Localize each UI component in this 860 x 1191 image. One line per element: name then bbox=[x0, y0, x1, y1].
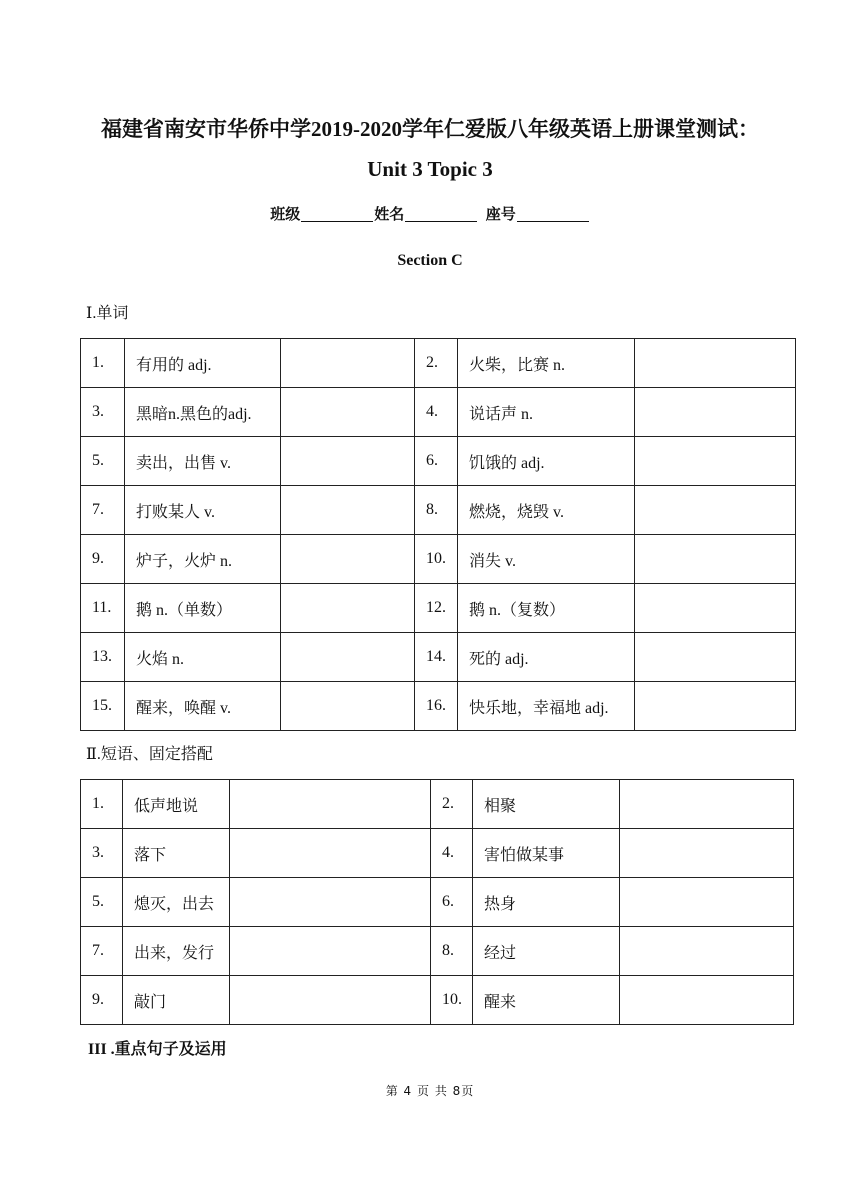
answer-cell[interactable] bbox=[281, 486, 415, 535]
answer-cell[interactable] bbox=[281, 339, 415, 388]
prompt-cell: 消失 v. bbox=[458, 535, 635, 584]
answer-cell[interactable] bbox=[230, 976, 431, 1025]
number-cell: 9. bbox=[81, 976, 123, 1025]
number-cell: 7. bbox=[81, 486, 125, 535]
table-row bbox=[81, 486, 796, 535]
answer-cell[interactable] bbox=[635, 535, 796, 584]
prompt-cell: 低声地说 bbox=[123, 780, 230, 829]
prompt-cell: 说话声 n. bbox=[458, 388, 635, 437]
vocabulary-table bbox=[80, 338, 796, 731]
number-cell: 2. bbox=[431, 780, 473, 829]
number-cell: 6. bbox=[415, 437, 458, 486]
prompt-cell: 鹅 n.（复数） bbox=[458, 584, 635, 633]
answer-cell[interactable] bbox=[635, 388, 796, 437]
table-row bbox=[81, 829, 794, 878]
number-cell: 4. bbox=[415, 388, 458, 437]
phrase-table bbox=[80, 779, 794, 1025]
number-cell: 5. bbox=[81, 878, 123, 927]
table-row bbox=[81, 437, 796, 486]
part1-heading: Ⅰ.单词 bbox=[86, 305, 129, 322]
number-cell: 13. bbox=[81, 633, 125, 682]
answer-cell[interactable] bbox=[635, 437, 796, 486]
prompt-cell: 炉子，火炉 n. bbox=[125, 535, 281, 584]
answer-cell[interactable] bbox=[620, 780, 794, 829]
number-cell: 15. bbox=[81, 682, 125, 731]
number-cell: 11. bbox=[81, 584, 125, 633]
prompt-cell: 燃烧，烧毁 v. bbox=[458, 486, 635, 535]
document-subtitle: Unit 3 Topic 3 bbox=[367, 157, 493, 181]
prompt-cell: 火柴，比赛 n. bbox=[458, 339, 635, 388]
prompt-cell: 出来，发行 bbox=[123, 927, 230, 976]
section-heading: Section C bbox=[397, 252, 463, 269]
part3-heading: III .重点句子及运用 bbox=[88, 1041, 227, 1058]
prompt-cell: 鹅 n.（单数） bbox=[125, 584, 281, 633]
seat-blank[interactable] bbox=[517, 206, 589, 222]
prompt-cell: 害怕做某事 bbox=[473, 829, 620, 878]
answer-cell[interactable] bbox=[635, 633, 796, 682]
answer-cell[interactable] bbox=[635, 682, 796, 731]
prompt-cell: 黑暗n.黑色的adj. bbox=[125, 388, 281, 437]
number-cell: 6. bbox=[431, 878, 473, 927]
student-info-line bbox=[0, 203, 860, 224]
answer-cell[interactable] bbox=[281, 535, 415, 584]
answer-cell[interactable] bbox=[281, 437, 415, 486]
answer-cell[interactable] bbox=[635, 339, 796, 388]
name-blank[interactable] bbox=[405, 206, 477, 222]
number-cell: 12. bbox=[415, 584, 458, 633]
number-cell: 7. bbox=[81, 927, 123, 976]
table-row bbox=[81, 535, 796, 584]
prompt-cell: 落下 bbox=[123, 829, 230, 878]
number-cell: 3. bbox=[81, 388, 125, 437]
prompt-cell: 打败某人 v. bbox=[125, 486, 281, 535]
table-row bbox=[81, 927, 794, 976]
answer-cell[interactable] bbox=[620, 976, 794, 1025]
answer-cell[interactable] bbox=[620, 927, 794, 976]
prompt-cell: 敲门 bbox=[123, 976, 230, 1025]
number-cell: 9. bbox=[81, 535, 125, 584]
answer-cell[interactable] bbox=[230, 829, 431, 878]
prompt-cell: 死的 adj. bbox=[458, 633, 635, 682]
number-cell: 1. bbox=[81, 780, 123, 829]
prompt-cell: 熄灭，出去 bbox=[123, 878, 230, 927]
number-cell: 10. bbox=[431, 976, 473, 1025]
answer-cell[interactable] bbox=[230, 927, 431, 976]
number-cell: 1. bbox=[81, 339, 125, 388]
number-cell: 5. bbox=[81, 437, 125, 486]
number-cell: 3. bbox=[81, 829, 123, 878]
prompt-cell: 饥饿的 adj. bbox=[458, 437, 635, 486]
prompt-cell: 热身 bbox=[473, 878, 620, 927]
class-label: 班级 bbox=[270, 207, 301, 223]
number-cell: 4. bbox=[431, 829, 473, 878]
answer-cell[interactable] bbox=[281, 584, 415, 633]
prompt-cell: 有用的 adj. bbox=[125, 339, 281, 388]
table-row bbox=[81, 388, 796, 437]
table-row bbox=[81, 976, 794, 1025]
answer-cell[interactable] bbox=[230, 878, 431, 927]
answer-cell[interactable] bbox=[230, 780, 431, 829]
answer-cell[interactable] bbox=[620, 878, 794, 927]
prompt-cell: 醒来 bbox=[473, 976, 620, 1025]
table-row bbox=[81, 878, 794, 927]
table-row bbox=[81, 584, 796, 633]
answer-cell[interactable] bbox=[620, 829, 794, 878]
table-row bbox=[81, 780, 794, 829]
prompt-cell: 卖出，出售 v. bbox=[125, 437, 281, 486]
answer-cell[interactable] bbox=[635, 486, 796, 535]
page-footer: 第 4 页 共 8页 bbox=[385, 1084, 475, 1098]
prompt-cell: 经过 bbox=[473, 927, 620, 976]
seat-label: 座号 bbox=[485, 207, 516, 223]
number-cell: 14. bbox=[415, 633, 458, 682]
class-blank[interactable] bbox=[301, 206, 373, 222]
number-cell: 2. bbox=[415, 339, 458, 388]
prompt-cell: 快乐地，幸福地 adj. bbox=[458, 682, 635, 731]
document-title: 福建省南安市华侨中学2019-2020学年仁爱版八年级英语上册课堂测试： bbox=[101, 117, 759, 141]
answer-cell[interactable] bbox=[281, 682, 415, 731]
table-row bbox=[81, 339, 796, 388]
number-cell: 10. bbox=[415, 535, 458, 584]
prompt-cell: 醒来，唤醒 v. bbox=[125, 682, 281, 731]
number-cell: 16. bbox=[415, 682, 458, 731]
number-cell: 8. bbox=[431, 927, 473, 976]
name-label: 姓名 bbox=[374, 207, 405, 223]
prompt-cell: 相聚 bbox=[473, 780, 620, 829]
answer-cell[interactable] bbox=[281, 388, 415, 437]
table-row bbox=[81, 682, 796, 731]
prompt-cell: 火焰 n. bbox=[125, 633, 281, 682]
answer-cell[interactable] bbox=[281, 633, 415, 682]
answer-cell[interactable] bbox=[635, 584, 796, 633]
part2-heading: Ⅱ.短语、固定搭配 bbox=[86, 746, 213, 763]
number-cell: 8. bbox=[415, 486, 458, 535]
table-row bbox=[81, 633, 796, 682]
